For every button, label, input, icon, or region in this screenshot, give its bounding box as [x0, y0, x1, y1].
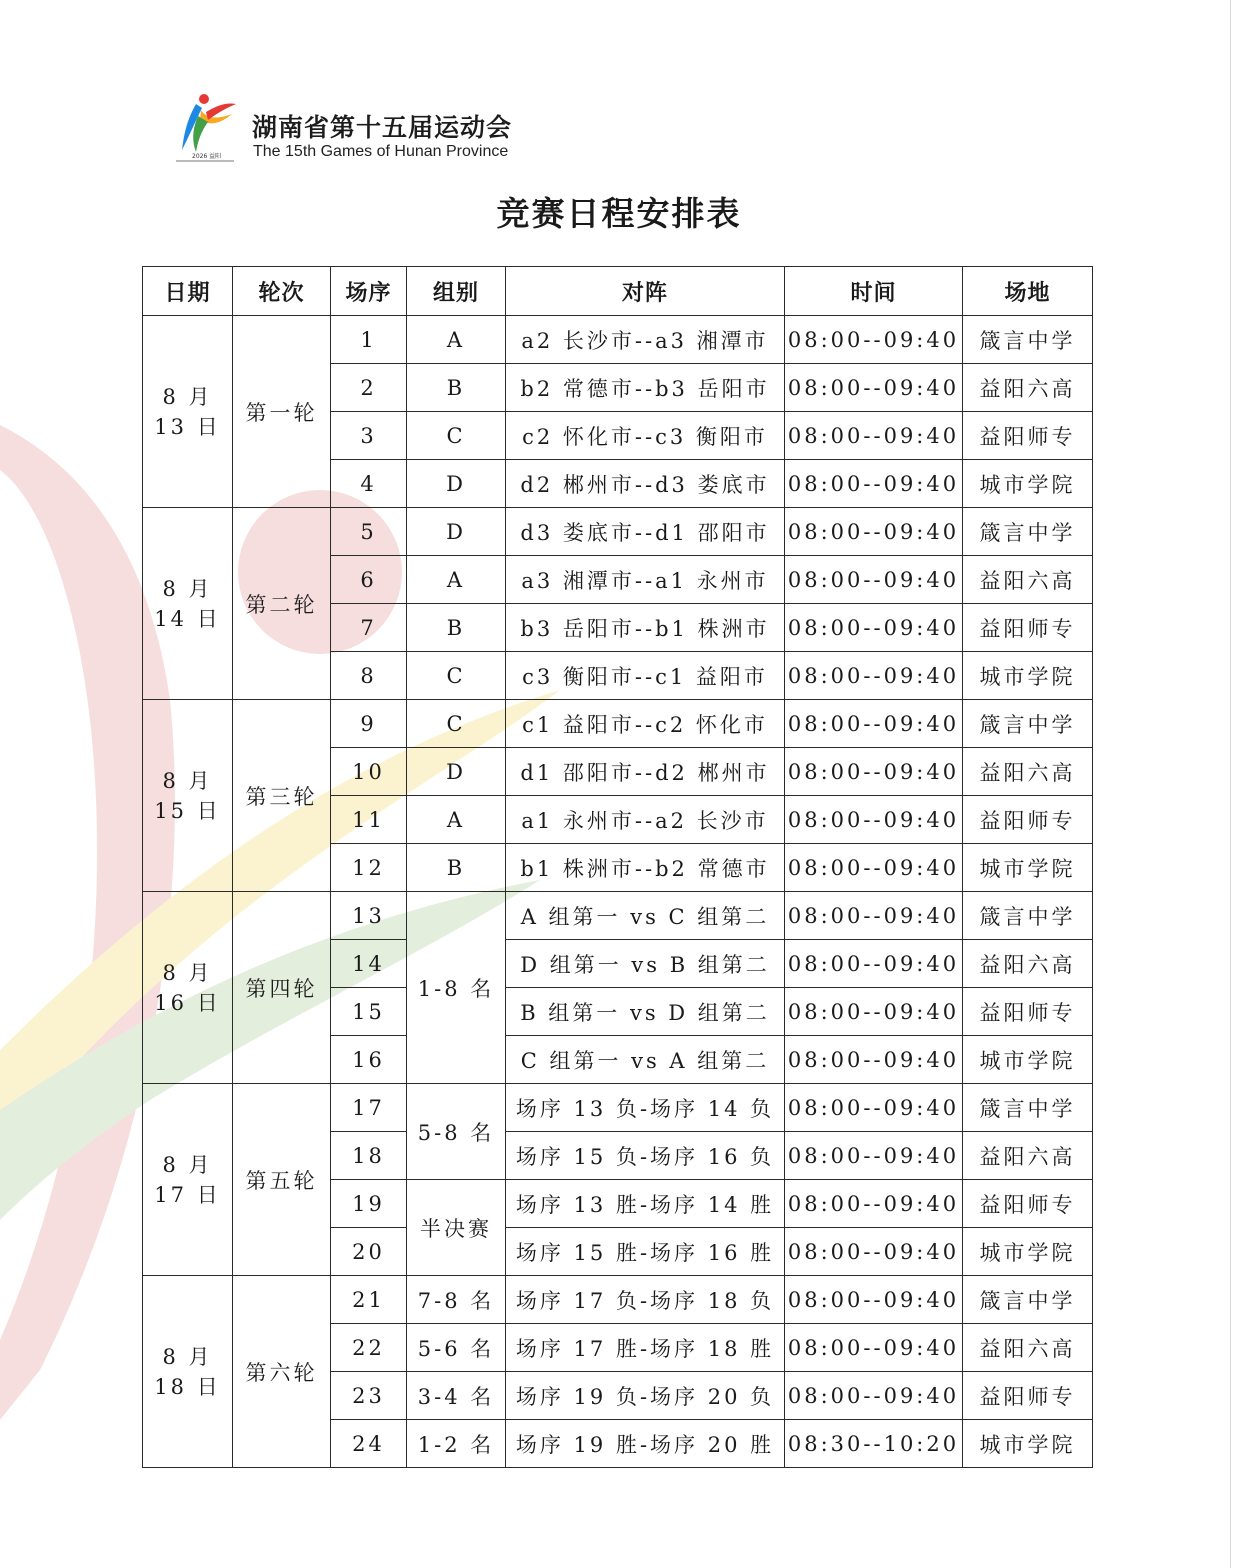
time-cell: 08:30--10:20	[785, 1420, 963, 1468]
group-cell: D	[407, 748, 506, 796]
group-cell: 3-4 名	[407, 1372, 506, 1420]
venue-cell: 箴言中学	[963, 700, 1093, 748]
date-line: 8 月	[162, 576, 213, 601]
date-line: 17 日	[154, 1182, 221, 1207]
hunan-games-logo-icon	[170, 90, 242, 166]
match-no-cell: 20	[331, 1228, 407, 1276]
match-no-cell: 7	[331, 604, 407, 652]
group-cell: 5-8 名	[407, 1084, 506, 1180]
matchup-cell: 场序 19 负-场序 20 负	[506, 1372, 785, 1420]
match-no-cell: 19	[331, 1180, 407, 1228]
time-cell: 08:00--09:40	[785, 460, 963, 508]
matchup-cell: A 组第一 vs C 组第二	[506, 892, 785, 940]
group-cell: B	[407, 844, 506, 892]
col-header-group: 组别	[407, 267, 506, 316]
date-cell	[143, 700, 233, 892]
matchup-cell: 场序 15 负-场序 16 负	[506, 1132, 785, 1180]
matchup-cell: d2 郴州市--d3 娄底市	[506, 460, 785, 508]
matchup-cell: 场序 19 胜-场序 20 胜	[506, 1420, 785, 1468]
venue-cell: 箴言中学	[963, 892, 1093, 940]
venue-cell: 箴言中学	[963, 1084, 1093, 1132]
time-cell: 08:00--09:40	[785, 1372, 963, 1420]
match-no-cell: 5	[331, 508, 407, 556]
col-header-venue: 场地	[963, 267, 1093, 316]
match-no-cell: 3	[331, 412, 407, 460]
match-no-cell: 13	[331, 892, 407, 940]
date-line: 8 月	[162, 768, 213, 793]
match-no-cell: 9	[331, 700, 407, 748]
group-cell: 5-6 名	[407, 1324, 506, 1372]
col-header-match-no: 场序	[331, 267, 407, 316]
matchup-cell: c1 益阳市--c2 怀化市	[506, 700, 785, 748]
match-no-cell: 1	[331, 316, 407, 364]
match-no-cell: 22	[331, 1324, 407, 1372]
date-line: 8 月	[162, 960, 213, 985]
date-cell	[143, 892, 233, 1084]
time-cell: 08:00--09:40	[785, 1132, 963, 1180]
round-cell: 第二轮	[233, 508, 331, 700]
matchup-cell: c2 怀化市--c3 衡阳市	[506, 412, 785, 460]
venue-cell: 箴言中学	[963, 316, 1093, 364]
group-cell: 1-2 名	[407, 1420, 506, 1468]
matchup-cell: d1 邵阳市--d2 郴州市	[506, 748, 785, 796]
match-no-cell: 15	[331, 988, 407, 1036]
time-cell: 08:00--09:40	[785, 364, 963, 412]
match-no-cell: 24	[331, 1420, 407, 1468]
matchup-cell: a3 湘潭市--a1 永州市	[506, 556, 785, 604]
date-line: 8 月	[162, 1344, 213, 1369]
time-cell: 08:00--09:40	[785, 748, 963, 796]
date-line: 8 月	[162, 1152, 213, 1177]
col-header-matchup: 对阵	[506, 267, 785, 316]
time-cell: 08:00--09:40	[785, 604, 963, 652]
page-edge-line	[1230, 0, 1231, 1568]
matchup-cell: B 组第一 vs D 组第二	[506, 988, 785, 1036]
matchup-cell: b2 常德市--b3 岳阳市	[506, 364, 785, 412]
group-cell: C	[407, 412, 506, 460]
venue-cell: 城市学院	[963, 844, 1093, 892]
date-line: 13 日	[154, 414, 221, 439]
match-no-cell: 8	[331, 652, 407, 700]
logo-title-en: The 15th Games of Hunan Province	[253, 143, 509, 160]
venue-cell: 益阳师专	[963, 412, 1093, 460]
group-cell: B	[407, 604, 506, 652]
date-line: 15 日	[154, 798, 221, 823]
matchup-cell: b1 株洲市--b2 常德市	[506, 844, 785, 892]
venue-cell: 城市学院	[963, 460, 1093, 508]
time-cell: 08:00--09:40	[785, 892, 963, 940]
time-cell: 08:00--09:40	[785, 700, 963, 748]
matchup-cell: 场序 17 负-场序 18 负	[506, 1276, 785, 1324]
venue-cell: 益阳师专	[963, 1180, 1093, 1228]
matchup-cell: C 组第一 vs A 组第二	[506, 1036, 785, 1084]
group-cell: 1-8 名	[407, 892, 506, 1084]
match-no-cell: 21	[331, 1276, 407, 1324]
date-cell	[143, 508, 233, 700]
time-cell: 08:00--09:40	[785, 1324, 963, 1372]
group-cell: A	[407, 556, 506, 604]
time-cell: 08:00--09:40	[785, 316, 963, 364]
venue-cell: 城市学院	[963, 652, 1093, 700]
matchup-cell: 场序 13 负-场序 14 负	[506, 1084, 785, 1132]
venue-cell: 益阳六高	[963, 556, 1093, 604]
col-header-time: 时间	[785, 267, 963, 316]
logo-title-cn: 湖南省第十五届运动会	[252, 113, 513, 142]
logo-small-text: 2026 益阳	[192, 153, 222, 160]
group-cell: D	[407, 508, 506, 556]
match-no-cell: 12	[331, 844, 407, 892]
match-no-cell: 17	[331, 1084, 407, 1132]
venue-cell: 益阳师专	[963, 604, 1093, 652]
group-cell: C	[407, 700, 506, 748]
time-cell: 08:00--09:40	[785, 796, 963, 844]
date-line: 18 日	[154, 1374, 221, 1399]
round-cell: 第五轮	[233, 1084, 331, 1276]
time-cell: 08:00--09:40	[785, 652, 963, 700]
round-cell: 第三轮	[233, 700, 331, 892]
time-cell: 08:00--09:40	[785, 940, 963, 988]
match-no-cell: 18	[331, 1132, 407, 1180]
match-no-cell: 23	[331, 1372, 407, 1420]
table-row	[143, 700, 1093, 748]
round-cell: 第四轮	[233, 892, 331, 1084]
venue-cell: 城市学院	[963, 1228, 1093, 1276]
venue-cell: 益阳师专	[963, 1372, 1093, 1420]
match-no-cell: 2	[331, 364, 407, 412]
venue-cell: 城市学院	[963, 1036, 1093, 1084]
date-line: 14 日	[154, 606, 221, 631]
time-cell: 08:00--09:40	[785, 988, 963, 1036]
date-line: 16 日	[154, 990, 221, 1015]
group-cell: A	[407, 796, 506, 844]
matchup-cell: 场序 15 胜-场序 16 胜	[506, 1228, 785, 1276]
date-cell	[143, 1276, 233, 1468]
matchup-cell: b3 岳阳市--b1 株洲市	[506, 604, 785, 652]
date-cell	[143, 1084, 233, 1276]
time-cell: 08:00--09:40	[785, 556, 963, 604]
date-line: 8 月	[162, 384, 213, 409]
match-no-cell: 6	[331, 556, 407, 604]
matchup-cell: a2 长沙市--a3 湘潭市	[506, 316, 785, 364]
matchup-cell: D 组第一 vs B 组第二	[506, 940, 785, 988]
time-cell: 08:00--09:40	[785, 412, 963, 460]
table-row	[143, 892, 1093, 940]
match-no-cell: 11	[331, 796, 407, 844]
match-no-cell: 14	[331, 940, 407, 988]
col-header-date: 日期	[143, 267, 233, 316]
group-cell: A	[407, 316, 506, 364]
table-header-row	[143, 267, 1093, 316]
match-no-cell: 4	[331, 460, 407, 508]
matchup-cell: c3 衡阳市--c1 益阳市	[506, 652, 785, 700]
table-row	[143, 1084, 1093, 1132]
time-cell: 08:00--09:40	[785, 1084, 963, 1132]
col-header-round: 轮次	[233, 267, 331, 316]
time-cell: 08:00--09:40	[785, 1036, 963, 1084]
time-cell: 08:00--09:40	[785, 508, 963, 556]
table-row	[143, 508, 1093, 556]
group-cell: 半决赛	[407, 1180, 506, 1276]
time-cell: 08:00--09:40	[785, 844, 963, 892]
venue-cell: 益阳六高	[963, 364, 1093, 412]
matchup-cell: a1 永州市--a2 长沙市	[506, 796, 785, 844]
venue-cell: 箴言中学	[963, 508, 1093, 556]
schedule-body	[143, 316, 1093, 1468]
matchup-cell: 场序 17 胜-场序 18 胜	[506, 1324, 785, 1372]
matchup-cell: d3 娄底市--d1 邵阳市	[506, 508, 785, 556]
time-cell: 08:00--09:40	[785, 1228, 963, 1276]
group-cell: C	[407, 652, 506, 700]
group-cell: B	[407, 364, 506, 412]
table-row	[143, 1276, 1093, 1324]
venue-cell: 益阳六高	[963, 1132, 1093, 1180]
group-cell: 7-8 名	[407, 1276, 506, 1324]
round-cell: 第六轮	[233, 1276, 331, 1468]
match-no-cell: 10	[331, 748, 407, 796]
venue-cell: 益阳师专	[963, 988, 1093, 1036]
match-no-cell: 16	[331, 1036, 407, 1084]
venue-cell: 益阳师专	[963, 796, 1093, 844]
venue-cell: 箴言中学	[963, 1276, 1093, 1324]
venue-cell: 益阳六高	[963, 1324, 1093, 1372]
document-title: 竞赛日程安排表	[496, 194, 742, 233]
round-cell: 第一轮	[233, 316, 331, 508]
venue-cell: 益阳六高	[963, 748, 1093, 796]
time-cell: 08:00--09:40	[785, 1180, 963, 1228]
matchup-cell: 场序 13 胜-场序 14 胜	[506, 1180, 785, 1228]
schedule-table	[142, 266, 1093, 1468]
time-cell: 08:00--09:40	[785, 1276, 963, 1324]
header	[170, 90, 590, 170]
date-cell	[143, 316, 233, 508]
table-row	[143, 316, 1093, 364]
group-cell: D	[407, 460, 506, 508]
venue-cell: 益阳六高	[963, 940, 1093, 988]
venue-cell: 城市学院	[963, 1420, 1093, 1468]
